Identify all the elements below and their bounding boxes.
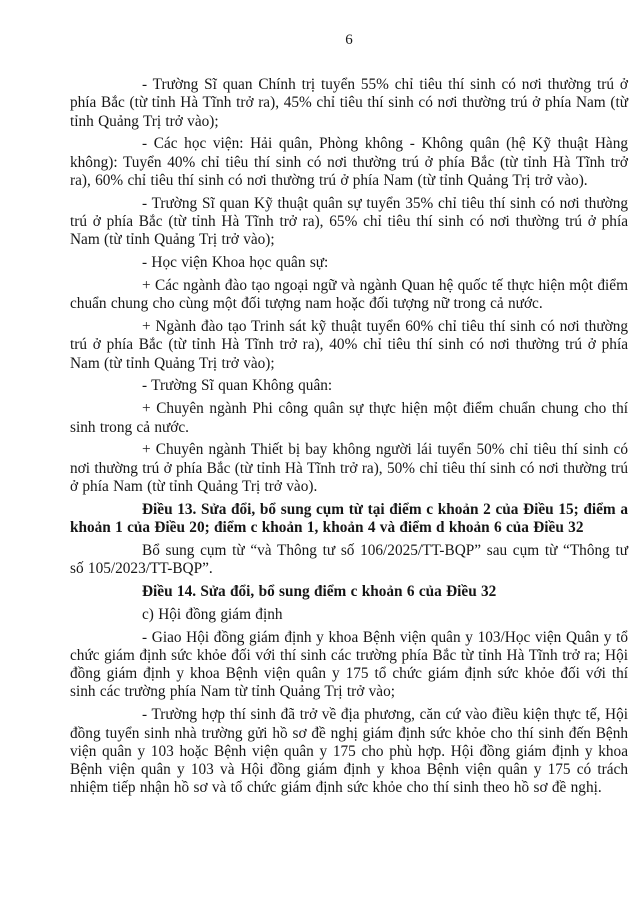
body-paragraph: + Ngành đào tạo Trinh sát kỹ thuật tuyển 60% chỉ tiêu thí sinh có nơi thường trú ở phía Bắc (từ tỉnh Hà Tĩnh trở ra), 40% chỉ tiêu thí sinh có nơi thường trú ở phía Nam (từ tỉnh Quảng Trị trở vào); <box>70 318 628 372</box>
body-paragraph: - Trường Sĩ quan Chính trị tuyển 55% chỉ tiêu thí sinh có nơi thường trú ở phía Bắc (từ tỉnh Hà Tĩnh trở ra), 45% chỉ tiêu thí sinh có nơi thường trú ở phía Nam (từ tỉnh Quảng Trị trở vào); <box>70 76 628 130</box>
document-body <box>70 76 628 798</box>
body-paragraph: - Các học viện: Hải quân, Phòng không - Không quân (hệ Kỹ thuật Hàng không): Tuyển 40% chỉ tiêu thí sinh có nơi thường trú ở phía Bắc (từ tỉnh Hà Tĩnh trở ra), 60% chỉ tiêu thí sinh có nơi thường trú ở phía Nam (từ tỉnh Quảng Trị trở vào). <box>70 135 628 189</box>
body-paragraph: - Trường Sĩ quan Kỹ thuật quân sự tuyển 35% chỉ tiêu thí sinh có nơi thường trú ở phía Bắc (từ tỉnh Hà Tĩnh trở ra), 65% chỉ tiêu thí sinh có nơi thường trú ở phía Nam (từ tỉnh Quảng Trị trở vào); <box>70 194 628 249</box>
body-paragraph: + Chuyên ngành Phi công quân sự thực hiện một điểm chuẩn chung cho thí sinh trong cả nước. <box>70 400 628 436</box>
body-paragraph: + Chuyên ngành Thiết bị bay không người lái tuyển 50% chỉ tiêu thí sinh có nơi thường trú ở phía Bắc (từ tỉnh Hà Tĩnh trở ra), 50% chỉ tiêu thí sinh có nơi thường trú ở phía Nam (từ tỉnh Quảng Trị trở vào). <box>70 441 628 495</box>
body-paragraph: + Các ngành đào tạo ngoại ngữ và ngành Quan hệ quốc tế thực hiện một điểm chuẩn chung cho cùng một đối tượng nam hoặc đối tượng nữ trong cả nước. <box>70 276 628 313</box>
article-heading-dieu-14: Điều 14. Sửa đổi, bổ sung điểm c khoản 6 của Điều 32 <box>142 582 497 600</box>
article-heading-dieu-13: Điều 13. Sửa đổi, bổ sung cụm từ tại điểm c khoản 2 của Điều 15; điểm a khoản 1 của Điều 20; điểm c khoản 1, khoản 4 và điểm d khoản 6 của Điều 32 <box>70 500 628 537</box>
body-paragraph: - Học viện Khoa học quân sự: <box>142 254 329 272</box>
body-paragraph: Bổ sung cụm từ “và Thông tư số 106/2025/TT-BQP” sau cụm từ “Thông tư số 105/2023/TT-BQP”. <box>70 541 628 578</box>
body-paragraph: - Giao Hội đồng giám định y khoa Bệnh viện quân y 103/Học viện Quân y tổ chức giám định sức khỏe đối với thí sinh các trường phía Bắc từ tỉnh Hà Tĩnh trở ra; Hội đồng giám định y khoa Bệnh viện quân y 175 tổ chức giám định sức khỏe đối với thí sinh các trường phía Nam từ tỉnh Quảng Trị trở vào; <box>70 628 628 701</box>
body-paragraph: c) Hội đồng giám định <box>142 605 283 623</box>
body-paragraph: - Trường Sĩ quan Không quân: <box>142 377 333 395</box>
page-number: 6 <box>345 32 353 48</box>
body-paragraph: - Trường hợp thí sinh đã trở về địa phương, căn cứ vào điều kiện thực tế, Hội đồng tuyển sinh nhà trường gửi hồ sơ đề nghị giám định sức khỏe cho thí sinh đến Bệnh viện quân y 103 hoặc Bệnh viện quân y 175 cho phù hợp. Hội đồng giám định y khoa Bệnh viện quân y 103 và Hội đồng giám định y khoa Bệnh viện quân y 175 có trách nhiệm tiếp nhận hồ sơ và tổ chức giám định sức khỏe cho thí sinh theo hồ sơ đề nghị. <box>70 706 628 797</box>
